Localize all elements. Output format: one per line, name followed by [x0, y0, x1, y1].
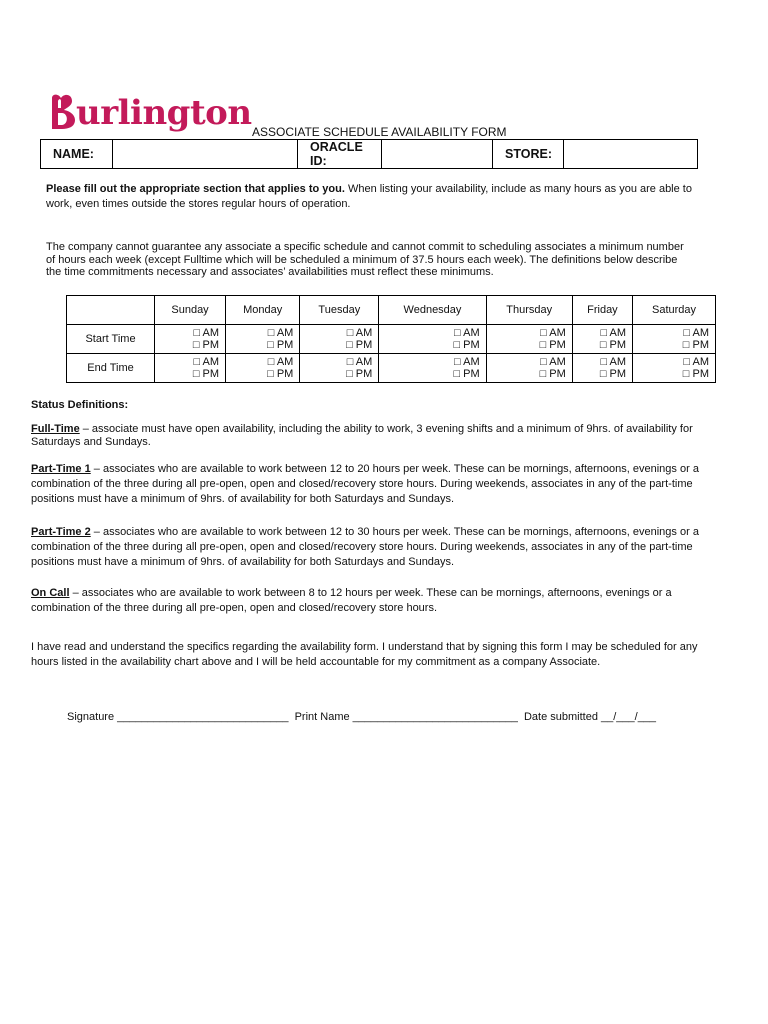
part-time-2-definition [31, 525, 721, 570]
name-field[interactable] [113, 140, 298, 169]
name-label: NAME: [41, 140, 113, 169]
pm-checkbox[interactable]: □ PM [453, 339, 480, 351]
row-label: End Time [67, 354, 155, 383]
time-cell[interactable] [226, 325, 300, 354]
oracle-id-field[interactable] [382, 140, 493, 169]
signature-field[interactable]: Signature ____________________________ [67, 711, 289, 723]
day-header: Tuesday [300, 296, 379, 325]
signature-line [67, 711, 656, 723]
pm-checkbox[interactable]: □ PM [346, 339, 373, 351]
status-heading: Status Definitions: [31, 399, 129, 411]
end-time-row [67, 354, 716, 383]
pm-checkbox[interactable]: □ PM [192, 339, 220, 351]
identity-fields [40, 139, 698, 169]
oracle-id-label: ORACLE ID: [298, 140, 382, 169]
time-cell[interactable] [379, 325, 486, 354]
am-checkbox[interactable]: □ AM [540, 327, 566, 339]
intro-text: When listing your availability, include as many hours as you are able to work, even times outside the stores regular hours of operation. [46, 183, 692, 210]
pm-checkbox[interactable]: □ PM [682, 368, 709, 380]
time-cell[interactable] [572, 325, 632, 354]
am-checkbox[interactable]: □ AM [267, 356, 294, 368]
pm-checkbox[interactable]: □ PM [453, 368, 480, 380]
am-checkbox[interactable]: □ AM [600, 327, 627, 339]
full-time-definition [31, 423, 716, 449]
am-checkbox[interactable]: □ AM [600, 356, 627, 368]
burlington-logo [48, 86, 252, 133]
pm-checkbox[interactable]: □ PM [539, 368, 566, 380]
part-time-2-term: Part-Time 2 [31, 526, 91, 538]
part-time-2-text: – associates who are available to work between 12 to 30 hours per week. These can be mornings, afternoons, evenings or a combination of the three during all pre-open, open and closed/recovery store hours. During weekends, associates in any of the part-time positions must have a minimum of 9hrs. of availability for both Saturdays and Sundays. [31, 526, 699, 568]
pm-checkbox[interactable]: □ PM [267, 368, 294, 380]
time-cell[interactable] [300, 354, 379, 383]
am-checkbox[interactable]: □ AM [193, 356, 220, 368]
am-checkbox[interactable]: □ AM [683, 356, 709, 368]
logo-wordmark: urlington [76, 93, 252, 133]
day-header: Saturday [633, 296, 716, 325]
heart-b-icon [48, 92, 78, 130]
time-cell[interactable] [572, 354, 632, 383]
acknowledgement: I have read and understand the specifics regarding the availability form. I understand that by signing this form I may be scheduled for any hours listed in the availability chart above and I will be held accountable for my commitment as a company Associate. [31, 641, 698, 668]
store-field[interactable] [564, 140, 698, 169]
intro-paragraph [46, 182, 716, 212]
time-cell[interactable] [633, 325, 716, 354]
pm-checkbox[interactable]: □ PM [599, 339, 627, 351]
time-cell[interactable] [300, 325, 379, 354]
am-checkbox[interactable]: □ AM [454, 356, 480, 368]
pm-checkbox[interactable]: □ PM [599, 368, 627, 380]
corner-cell [67, 296, 155, 325]
form-title: ASSOCIATE SCHEDULE AVAILABILITY FORM [252, 125, 507, 139]
on-call-term: On Call [31, 587, 70, 599]
time-cell[interactable] [226, 354, 300, 383]
full-time-text: – associate must have open availability, including the ability to work, 3 evening shifts and a minimum of 9hrs. of availability for Saturdays and Sundays. [31, 423, 693, 448]
on-call-text: – associates who are available to work between 8 to 12 hours per week. These can be mornings, afternoons, evenings or a combination of the three during all pre-open, open and closed/recovery store hours. [31, 587, 672, 614]
am-checkbox[interactable]: □ AM [540, 356, 566, 368]
availability-table [66, 295, 716, 383]
start-time-row [67, 325, 716, 354]
am-checkbox[interactable]: □ AM [454, 327, 480, 339]
day-header: Wednesday [379, 296, 486, 325]
part-time-1-text: – associates who are available to work between 12 to 20 hours per week. These can be mornings, afternoons, evenings or a combination of the three during all pre-open, open and closed/recovery store hours. During weekends, associates in any of the part-time positions must have a minimum of 9hrs. of availability for both Saturdays and Sundays. [31, 463, 699, 505]
time-cell[interactable] [379, 354, 486, 383]
am-checkbox[interactable]: □ AM [346, 356, 373, 368]
day-header: Thursday [486, 296, 572, 325]
row-label: Start Time [67, 325, 155, 354]
full-time-term: Full-Time [31, 423, 80, 435]
am-checkbox[interactable]: □ AM [346, 327, 373, 339]
time-cell[interactable] [155, 325, 226, 354]
on-call-definition [31, 586, 721, 616]
pm-checkbox[interactable]: □ PM [682, 339, 709, 351]
pm-checkbox[interactable]: □ PM [192, 368, 220, 380]
day-header: Sunday [155, 296, 226, 325]
policy-paragraph: The company cannot guarantee any associate a specific schedule and cannot commit to scheduling associates a minimum number of hours each week (except Fulltime which will be scheduled a minimum of 37.5 hours each week). The definitions below describe the time commitments necessary and associates’ availabilities must reflect these minimums. [46, 241, 684, 278]
print-name-field[interactable]: Print Name ___________________________ [294, 711, 518, 723]
am-checkbox[interactable]: □ AM [683, 327, 709, 339]
am-checkbox[interactable]: □ AM [267, 327, 294, 339]
intro-bold: Please fill out the appropriate section that applies to you. [46, 183, 345, 195]
store-label: STORE: [493, 140, 564, 169]
time-cell[interactable] [633, 354, 716, 383]
part-time-1-definition [31, 462, 721, 507]
time-cell[interactable] [155, 354, 226, 383]
time-cell[interactable] [486, 354, 572, 383]
day-header: Monday [226, 296, 300, 325]
date-submitted-field[interactable]: Date submitted __/___/___ [523, 711, 657, 723]
am-checkbox[interactable]: □ AM [193, 327, 220, 339]
pm-checkbox[interactable]: □ PM [267, 339, 294, 351]
time-cell[interactable] [486, 325, 572, 354]
part-time-1-term: Part-Time 1 [31, 463, 91, 475]
pm-checkbox[interactable]: □ PM [346, 368, 373, 380]
day-header: Friday [572, 296, 632, 325]
pm-checkbox[interactable]: □ PM [539, 339, 566, 351]
